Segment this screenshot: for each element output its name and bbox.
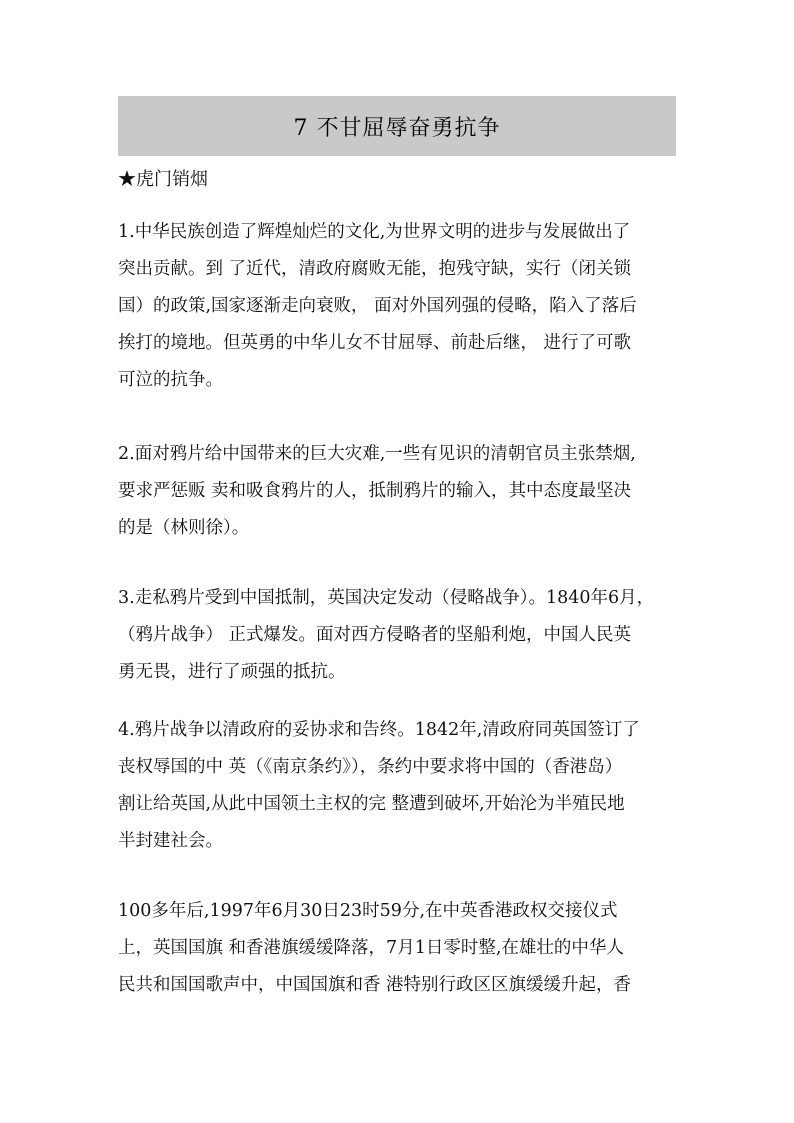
text-line: 突出贡献。到 了近代，清政府腐败无能，抱残守缺，实行（闭关锁 — [118, 259, 632, 279]
text-line: 上，英国国旗 和香港旗缓缓降落，7月1日零时整,在雄壮的中华人 — [118, 938, 624, 958]
text-line: 2.面对鸦片给中国带来的巨大灾难,一些有见识的清朝官员主张禁烟, — [118, 444, 636, 464]
text-line: 割让给英国,从此中国领土主权的完 整遭到破坏,开始沦为半殖民地 — [118, 794, 625, 814]
text-line: 丧权辱国的中 英（《南京条约》），条约中要求将中国的（香港岛） — [118, 757, 623, 777]
text-line: 100多年后,1997年6月30日23时59分,在中英香港政权交接仪式 — [118, 901, 618, 921]
text-line: 民共和国国歌声中，中国国旗和香 港特别行政区区旗缓缓升起，香 — [118, 975, 632, 995]
text-line: 3.走私鸦片受到中国抵制，英国决定发动（侵略战争）。1840年6月， — [118, 588, 655, 608]
paragraph-4 — [118, 712, 688, 860]
paragraph-2 — [118, 436, 688, 547]
text-line: 的是（林则徐）。 — [118, 518, 250, 538]
text-line: （鸦片战争） 正式爆发。面对西方侵略者的坚船利炮，中国人民英 — [118, 625, 632, 645]
paragraph-3 — [118, 580, 688, 691]
text-line: 要求严惩贩 卖和吸食鸦片的人，抵制鸦片的输入，其中态度最坚决 — [118, 481, 632, 501]
paragraph-1 — [118, 214, 688, 399]
page-title: 7 不甘屈辱奋勇抗争 — [293, 115, 501, 141]
text-line: 半封建社会。 — [118, 831, 223, 851]
paragraph-5 — [118, 893, 688, 1004]
section-heading: ★虎门销烟 — [118, 169, 208, 190]
text-line: 挨打的境地。但英勇的中华儿女不甘屈辱、前赴后继， 进行了可歌 — [118, 333, 632, 353]
text-line: 勇无畏，进行了顽强的抵抗。 — [118, 662, 346, 682]
title-banner — [118, 96, 676, 156]
text-line: 国）的政策,国家逐渐走向衰败， 面对外国列强的侵略，陷入了落后 — [118, 296, 637, 316]
text-line: 可泣的抗争。 — [118, 370, 223, 390]
text-line: 1.中华民族创造了辉煌灿烂的文化,为世界文明的进步与发展做出了 — [118, 222, 631, 242]
text-line: 4.鸦片战争以清政府的妥协求和告终。1842年,清政府同英国签订了 — [118, 720, 640, 740]
